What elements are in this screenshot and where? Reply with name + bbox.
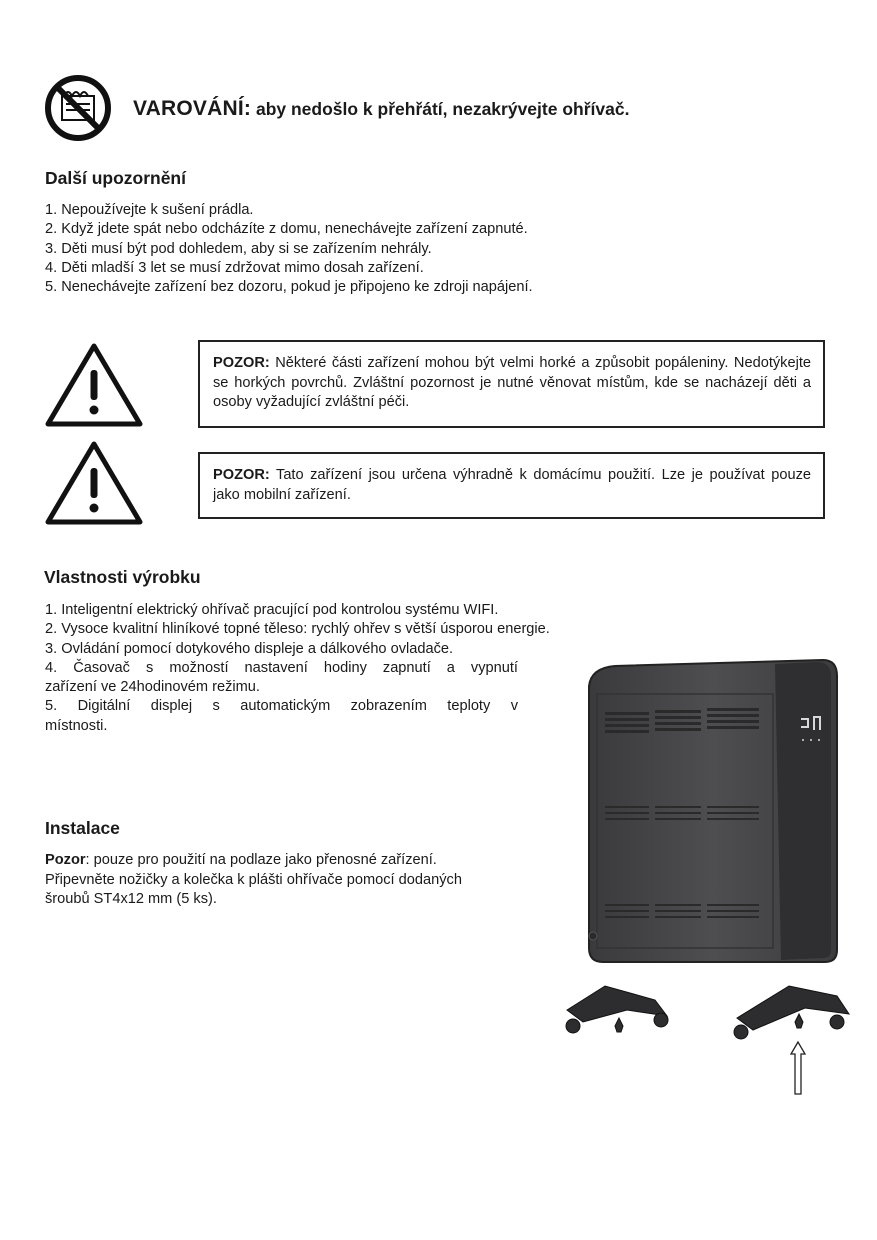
product-properties-list <box>45 601 550 736</box>
list-item-continued: místnosti. <box>45 717 108 734</box>
list-item: 5. Digitální displej s automatickým zobrazením teploty v <box>45 698 518 715</box>
list-item: 4. Časovač s možností nastavení hodiny zapnutí a vypnutí <box>45 659 518 676</box>
no-cover-icon <box>44 74 112 142</box>
heater-foot-left <box>566 986 668 1033</box>
further-warnings-list <box>45 201 645 297</box>
installation-text <box>45 851 462 910</box>
caution-box-household-use <box>198 452 825 519</box>
installation-line: Připevněte nožičky a kolečka k plášti ohřívače pomocí dodaných <box>45 871 462 888</box>
warning-text: aby nedošlo k přehřátí, nezakrývejte ohřívač. <box>251 99 630 119</box>
product-properties-heading: Vlastnosti výrobku <box>44 567 201 587</box>
list-item: 2. Když jdete spát nebo odcházíte z domu, nenechávejte zařízení zapnuté. <box>45 221 528 238</box>
heater-foot-right <box>734 986 849 1039</box>
up-arrow-icon <box>791 1042 805 1094</box>
installation-line: : pouze pro použití na podlaze jako přenosné zařízení. <box>85 852 437 868</box>
caution-box-hot-surfaces <box>198 340 825 428</box>
list-item: 2. Vysoce kvalitní hliníkové topné těleso: rychlý ohřev s větší úsporou energie. <box>45 621 550 638</box>
list-item: 1. Nepoužívejte k sušení prádla. <box>45 202 254 218</box>
caution-label: POZOR: <box>213 355 270 371</box>
caution-text: Některé části zařízení mohou být velmi horké a způsobit popáleniny. Nedotýkejte se horkých povrchů. Zvláštní pozornost je nutné věnovat místům, kde se nacházejí děti a osoby vyžadující zvláštní péči. <box>213 355 811 411</box>
warning-triangle-icon <box>42 340 146 430</box>
installation-label: Pozor <box>45 852 86 868</box>
installation-line: šroubů ST4x12 mm (5 ks). <box>45 891 217 907</box>
list-item: 5. Nenechávejte zařízení bez dozoru, pokud je připojeno ke zdroji napájení. <box>45 279 533 296</box>
further-warnings-heading: Další upozornění <box>45 168 186 188</box>
list-item: 3. Děti musí být pod dohledem, aby si se zařízením nehrály. <box>45 240 432 257</box>
list-item: 4. Děti mladší 3 let se musí zdržovat mimo dosah zařízení. <box>45 259 424 276</box>
heater-illustration <box>555 650 875 1110</box>
installation-heading: Instalace <box>45 818 120 838</box>
overheat-warning <box>133 97 629 121</box>
heater-body <box>589 660 837 962</box>
list-item-continued: zařízení ve 24hodinovém režimu. <box>45 679 260 696</box>
list-item: 3. Ovládání pomocí dotykového displeje a dálkového ovladače. <box>45 640 454 657</box>
warning-triangle-icon <box>42 438 146 528</box>
caution-text: Tato zařízení jsou určena výhradně k domácímu použití. Lze je používat pouze jako mobilní zařízení. <box>213 467 811 503</box>
warning-lead: VAROVÁNÍ: <box>133 97 252 120</box>
list-item: 1. Inteligentní elektrický ohřívač pracující pod kontrolou systému WIFI. <box>45 602 499 618</box>
caution-label: POZOR: <box>213 467 270 483</box>
